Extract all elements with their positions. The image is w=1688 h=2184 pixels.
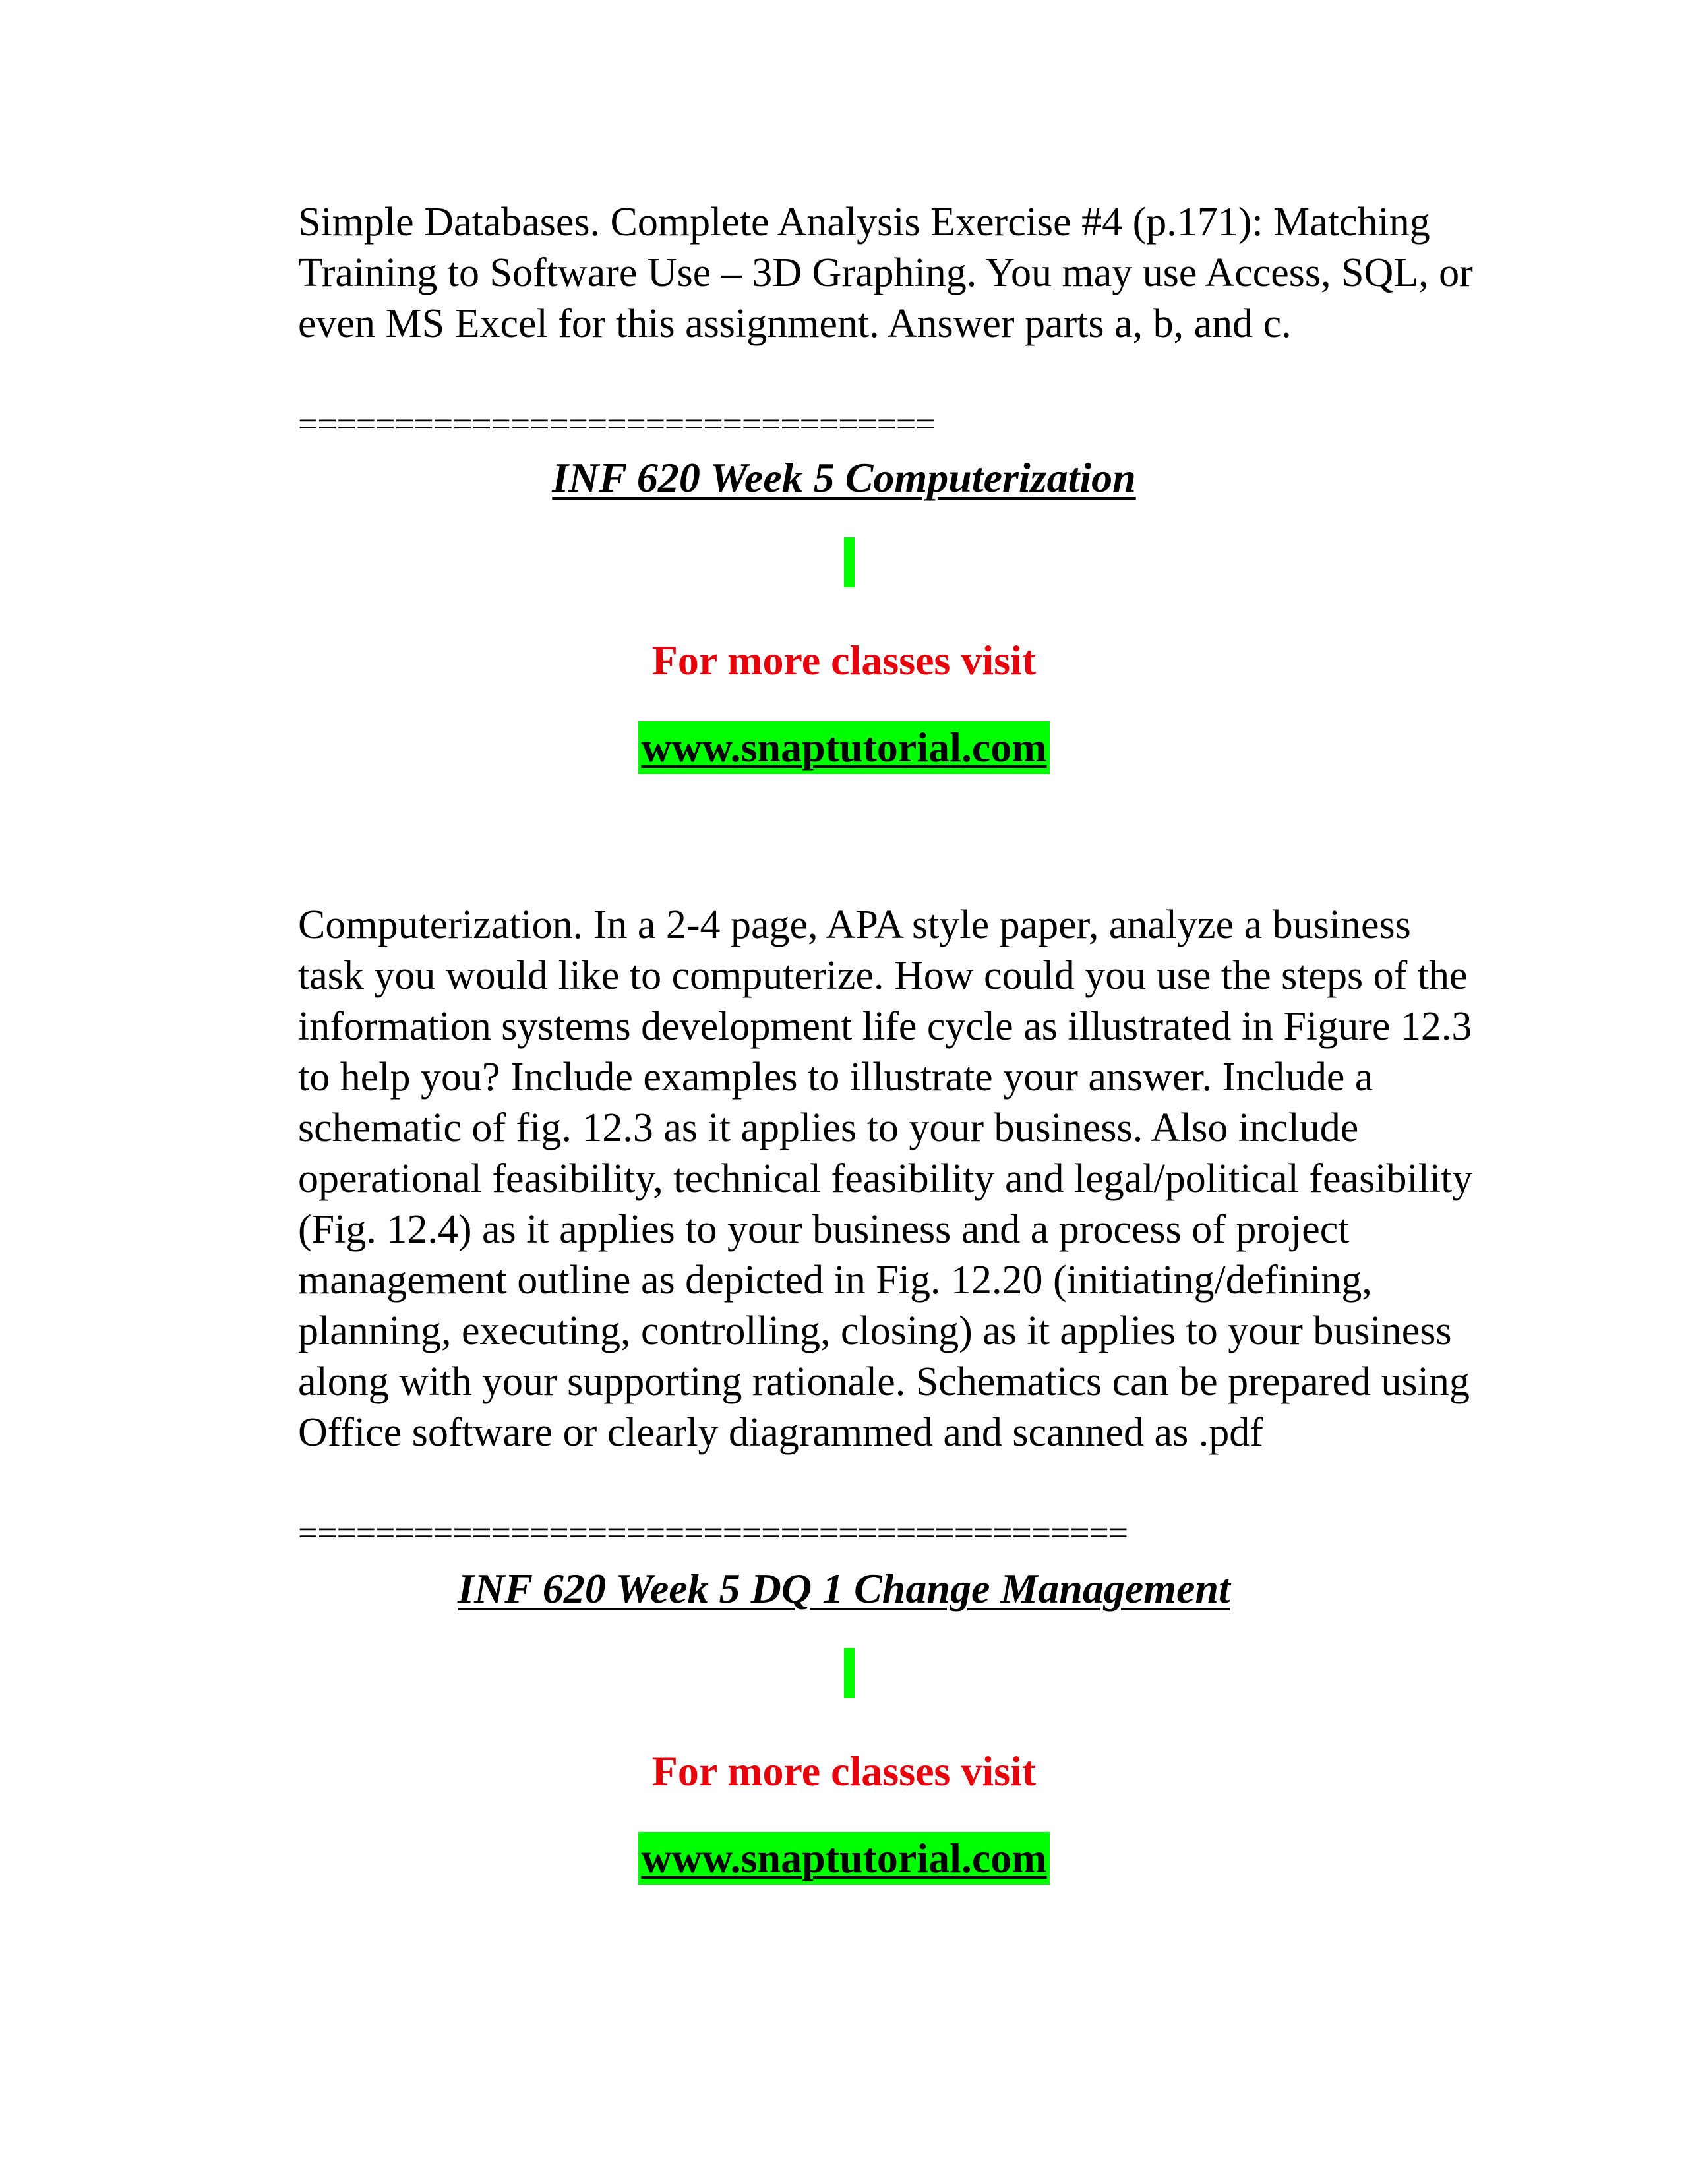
separator-line: =========================================== <box>298 1515 1128 1550</box>
snaptutorial-link[interactable]: www.snaptutorial.com <box>638 721 1049 774</box>
visit-text: For more classes visit <box>651 1748 1037 1794</box>
computerization-paragraph: Computerization. In a 2-4 page, APA style paper, analyze a business task you would like to computerize. How could you use the steps of the information systems development life cycle as illustrated in Figure 12.3 to help you? Include examples to illustrate your answer. Include a schematic of fig. 12.3 as it applies to your business. Also include operational feasibility, technical feasibility and legal/political feasibility (Fig. 12.4) as it applies to your business and a process of project management outline as depicted in Fig. 12.20 (initiating/defining, planning, executing, controlling, closing) as it applies to your business along with your supporting rationale. Schematics can be prepared using Office software or clearly diagrammed and scanned as .pdf <box>298 902 1473 1455</box>
snaptutorial-link[interactable]: www.snaptutorial.com <box>638 1832 1049 1885</box>
link-row <box>0 721 1688 774</box>
visit-text: For more classes visit <box>651 637 1037 684</box>
green-marker <box>844 537 855 587</box>
section-heading-change-management: INF 620 Week 5 DQ 1 Change Management <box>458 1565 1230 1612</box>
section-heading-computerization: INF 620 Week 5 Computerization <box>552 454 1136 501</box>
exercise-paragraph: Simple Databases. Complete Analysis Exercise #4 (p.171): Matching Training to Software Use – 3D Graphing. You may use Access, SQL, or even MS Excel for this assignment. Answer parts a, b, and c. <box>298 200 1473 346</box>
link-row <box>0 1832 1688 1885</box>
separator-line: ================================= <box>298 406 935 442</box>
green-marker <box>844 1648 855 1698</box>
